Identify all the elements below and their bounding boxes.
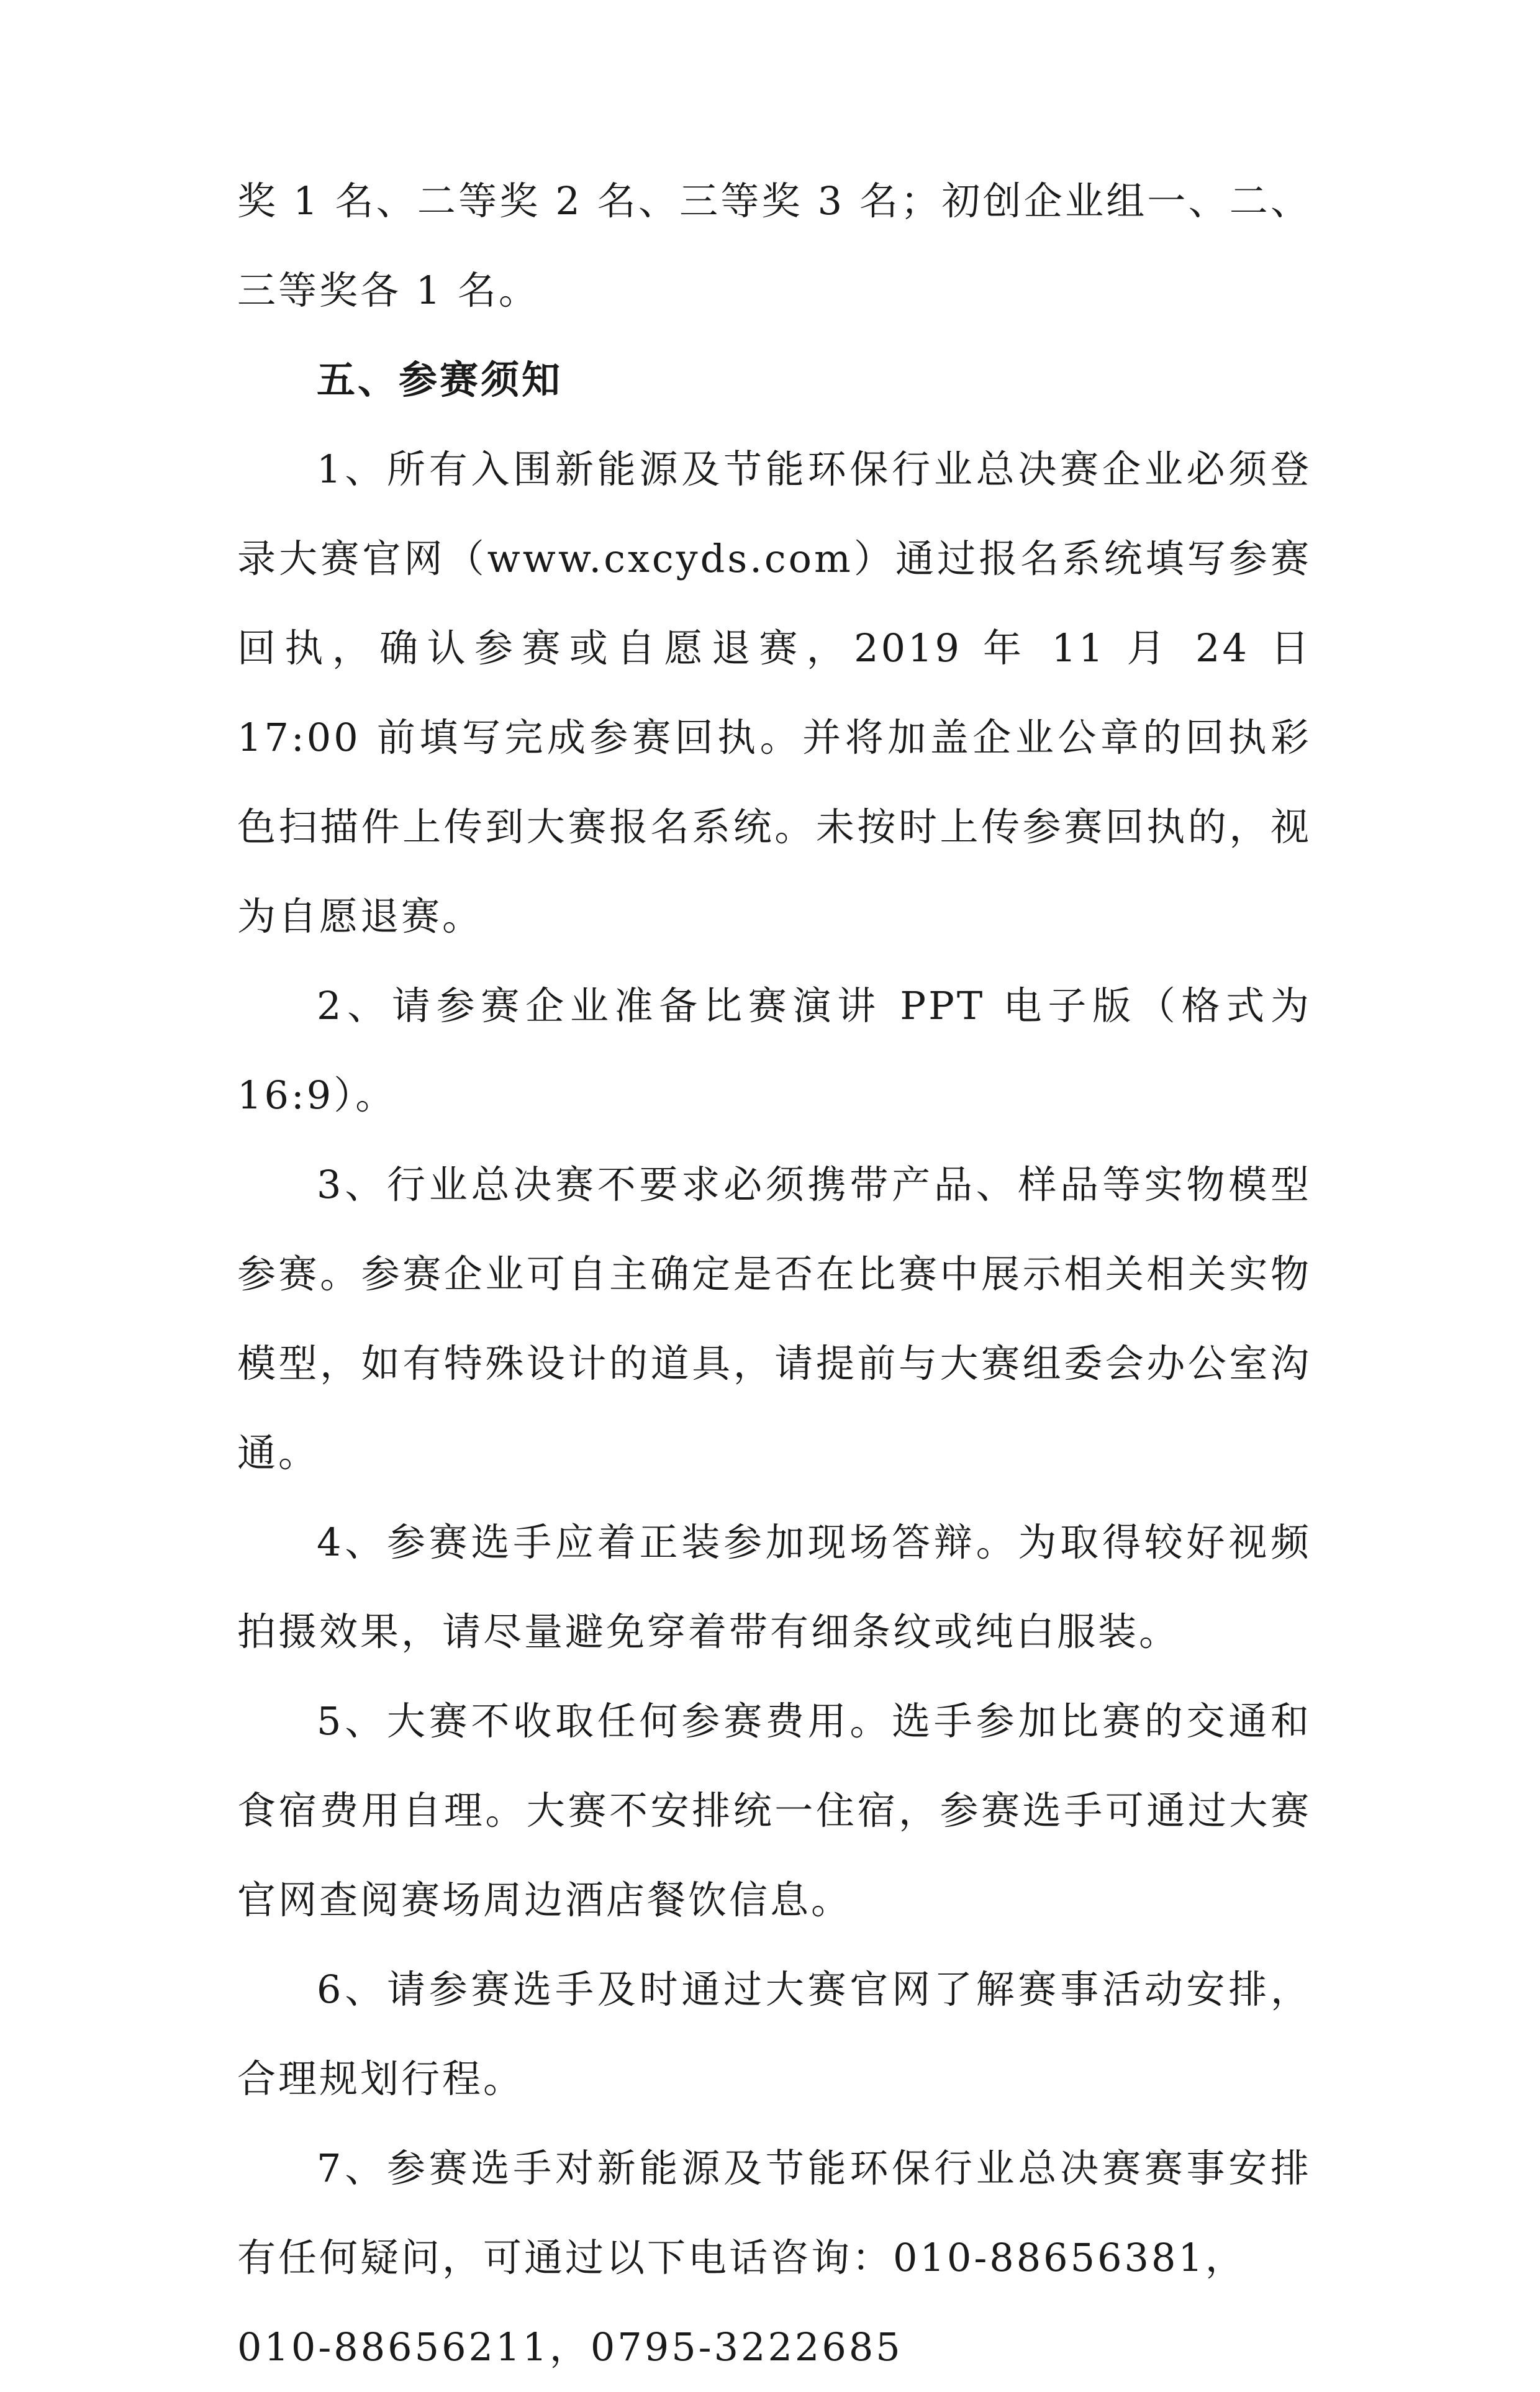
notice-item-4: 4、参赛选手应着正装参加现场答辩。为取得较好视频拍摄效果，请尽量避免穿着带有细条纹或纯白服装。 [237, 1520, 1311, 1654]
document-body [237, 156, 1311, 2392]
notice-item-5: 5、大赛不收取任何参赛费用。选手参加比赛的交通和食宿费用自理。大赛不安排统一住宿，参赛选手可通过大赛官网查阅赛场周边酒店餐饮信息。 [237, 1698, 1311, 1923]
notice-item-6: 6、请参赛选手及时通过大赛官网了解赛事活动安排，合理规划行程。 [237, 1967, 1311, 2101]
notice-item-7: 7、参赛选手对新能源及节能环保行业总决赛赛事安排有任何疑问，可通过以下电话咨询：010-88656381， [237, 2145, 1311, 2280]
section-heading: 五、参赛须知 [317, 357, 563, 402]
prize-continuation-paragraph: 奖 1 名、二等奖 2 名、三等奖 3 名；初创企业组一、二、三等奖各 1 名。 [237, 178, 1311, 313]
notice-item-2: 2、请参赛企业准备比赛演讲 PPT 电子版（格式为 16:9）。 [237, 983, 1311, 1118]
notice-item-3: 3、行业总决赛不要求必须携带产品、样品等实物模型参赛。参赛企业可自主确定是否在比赛中展示相关相关实物模型，如有特殊设计的道具，请提前与大赛组委会办公室沟通。 [237, 1162, 1311, 1475]
contact-phone-line: 010-88656211，0795-3222685 [237, 2324, 903, 2370]
notice-item-1: 1、所有入围新能源及节能环保行业总决赛企业必须登录大赛官网（www.cxcyds.com）通过报名系统填写参赛回执，确认参赛或自愿退赛，2019 年 11 月 24 日 17:00 前填写完成参赛回执。并将加盖企业公章的回执彩色扫描件上传到大赛报名系统。未按时上传参赛回执的，视为自愿退赛。 [237, 446, 1311, 939]
